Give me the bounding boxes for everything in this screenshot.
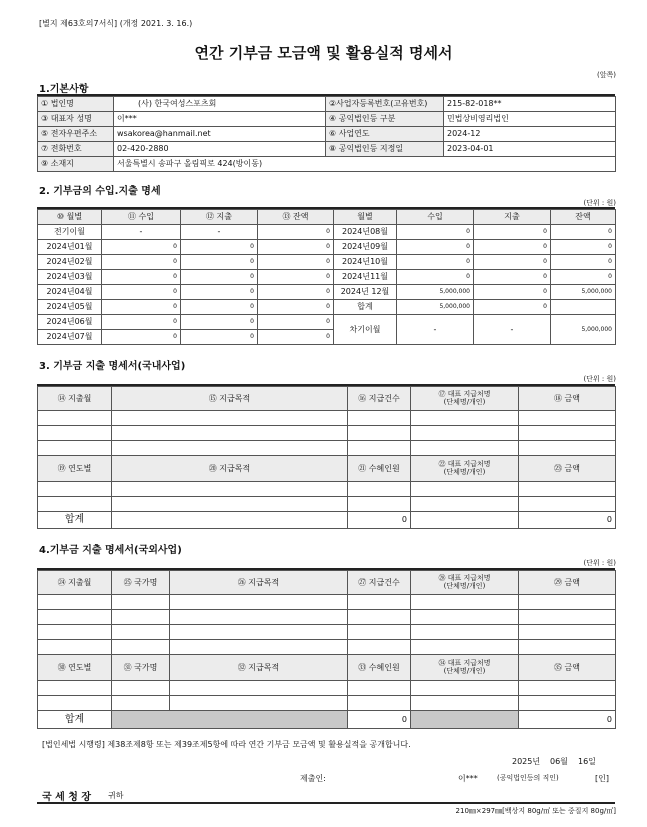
month-cell: 2024년10월	[334, 255, 397, 270]
carry-income: -	[397, 315, 474, 345]
income-cell: 0	[397, 270, 474, 285]
month-cell: 2024년03월	[38, 270, 102, 285]
balance-cell: 0	[258, 270, 334, 285]
basic-row	[38, 112, 616, 127]
expense-cell: 0	[474, 285, 551, 300]
month-cell: 2024년04월	[38, 285, 102, 300]
date-month: 06월	[550, 757, 568, 766]
header-recipient-line1: ㉘ 대표 지급처명	[438, 573, 491, 582]
expense-cell: 0	[181, 270, 258, 285]
section2-heading: 2. 기부금의 수입.지출 명세	[39, 186, 161, 197]
header-recipient-line2: (단체명/개인)	[443, 666, 486, 675]
table-row	[38, 225, 616, 240]
month-cell: 2024년01월	[38, 240, 102, 255]
submitter-name: 이***	[458, 774, 478, 783]
expense-cell: 0	[181, 255, 258, 270]
expense-cell: 0	[181, 240, 258, 255]
header-amount: ㉙ 금액	[519, 571, 616, 595]
header-expense: ⑫ 지출	[181, 210, 258, 225]
expense-cell: 0	[474, 240, 551, 255]
corp-type-value: 민법상비영리법인	[444, 112, 616, 127]
basic-row	[38, 157, 616, 172]
table-row	[38, 640, 616, 655]
carry-balance: 5,000,000	[551, 315, 616, 345]
overseas-expense-table	[37, 570, 616, 729]
basic-row	[38, 127, 616, 142]
total-label: 합계	[38, 711, 112, 729]
balance-cell: 0	[258, 285, 334, 300]
table-row	[38, 696, 616, 711]
expense-cell: 0	[474, 270, 551, 285]
table-row	[38, 240, 616, 255]
addressee: 국 세 청 장	[42, 792, 92, 803]
month-cell: 2024년02월	[38, 255, 102, 270]
address-value: 서울특별시 송파구 올림픽로 424(방이동)	[114, 157, 616, 172]
header-recipient-line2: (단체명/개인)	[443, 397, 486, 406]
rep-name-value: 이***	[114, 112, 326, 127]
header-amount: ㉟ 금액	[519, 655, 616, 681]
unit-label: (단위 : 원)	[583, 199, 616, 207]
unit-label: (단위 : 원)	[583, 559, 616, 567]
biz-number-value: 215-82-018**	[444, 97, 616, 112]
total-count: 0	[348, 512, 411, 529]
month-cell: 2024년07월	[38, 330, 102, 345]
page-title: 연간 기부금 모금액 및 활용실적 명세서	[194, 44, 453, 62]
table-row	[38, 315, 616, 330]
balance-cell: 0	[258, 315, 334, 330]
table-header	[38, 571, 616, 595]
expense-cell: 0	[181, 285, 258, 300]
header-country: ㉛ 국가명	[112, 655, 170, 681]
header-purpose: ⑳ 지급목적	[112, 456, 348, 482]
income-cell: 0	[102, 330, 181, 345]
balance-cell: 0	[551, 270, 616, 285]
expense-cell: 0	[181, 300, 258, 315]
table-row	[38, 497, 616, 512]
month-cell: 2024년06월	[38, 315, 102, 330]
balance-cell: 0	[258, 255, 334, 270]
month-cell: 2024년05월	[38, 300, 102, 315]
header-recipient	[411, 456, 519, 482]
paper-spec: 210㎜×297㎜[백상지 80g/㎡ 또는 중질지 80g/㎡]	[455, 807, 616, 815]
submitter-note: (공익법인등의 직인)	[497, 774, 559, 782]
expense-cell: -	[181, 225, 258, 240]
table-row	[38, 595, 616, 610]
income-cell: 0	[102, 315, 181, 330]
header-recipient-line2: (단체명/개인)	[443, 467, 486, 476]
total-count: 0	[348, 711, 411, 729]
table-header	[38, 387, 616, 411]
expense-cell: 0	[474, 255, 551, 270]
basic-row	[38, 97, 616, 112]
income-cell: -	[102, 225, 181, 240]
front-label: (앞쪽)	[597, 71, 616, 79]
table-row	[38, 270, 616, 285]
header-recipient-line2: (단체명/개인)	[443, 581, 486, 590]
header-income-2: 수입	[397, 210, 474, 225]
header-recipient-line1: ㉒ 대표 지급처명	[438, 459, 491, 468]
basic-row	[38, 142, 616, 157]
domestic-expense-table	[37, 386, 616, 529]
phone-label: ⑦ 전화번호	[38, 142, 114, 157]
header-month: ⑩ 월별	[38, 210, 102, 225]
balance-cell: 0	[258, 300, 334, 315]
header-recipient	[411, 655, 519, 681]
total-row	[38, 512, 616, 529]
expense-cell: 0	[474, 300, 551, 315]
header-count: ㉗ 지급건수	[348, 571, 411, 595]
designation-date-label: ⑧ 공익법인등 지정일	[326, 142, 444, 157]
table-row	[38, 610, 616, 625]
month-cell: 2024년11월	[334, 270, 397, 285]
total-row	[38, 711, 616, 729]
total-amount: 0	[519, 512, 616, 529]
fiscal-year-label: ⑥ 사업연도	[326, 127, 444, 142]
table-header	[38, 210, 616, 225]
balance-cell: 5,000,000	[551, 285, 616, 300]
balance-cell: 0	[551, 255, 616, 270]
month-cell: 2024년08월	[334, 225, 397, 240]
address-label: ⑨ 소재지	[38, 157, 114, 172]
honorific: 귀하	[108, 791, 124, 800]
header-beneficiaries: ㉑ 수혜인원	[348, 456, 411, 482]
header-month-2: 월별	[334, 210, 397, 225]
corp-name-value: (사) 한국여성스포츠회	[114, 97, 326, 112]
header-recipient-line1: ㉞ 대표 지급처명	[438, 658, 491, 667]
section1-heading: 1.기본사항	[39, 84, 89, 95]
month-cell: 전기이월	[38, 225, 102, 240]
income-cell: 5,000,000	[397, 300, 474, 315]
date-day: 16일	[578, 757, 596, 766]
table-header	[38, 655, 616, 681]
header-amount: ㉓ 금액	[519, 456, 616, 482]
header-country: ㉕ 국가명	[112, 571, 170, 595]
header-income: ⑪ 수입	[102, 210, 181, 225]
seal-label: [인]	[595, 774, 609, 783]
form-id: [별지 제63호의7서식] (개정 2021. 3. 16.)	[39, 19, 193, 28]
total-label: 합계	[334, 300, 397, 315]
balance-cell: 0	[258, 330, 334, 345]
table-header	[38, 456, 616, 482]
total-label: 합계	[38, 512, 112, 529]
month-cell: 2024년09월	[334, 240, 397, 255]
table-row	[38, 285, 616, 300]
income-cell: 0	[102, 270, 181, 285]
income-cell: 0	[102, 300, 181, 315]
section4-heading: 4.기부금 지출 명세서(국외사업)	[39, 545, 182, 556]
table-row	[38, 426, 616, 441]
header-recipient	[411, 571, 519, 595]
table-row	[38, 482, 616, 497]
income-cell: 0	[397, 240, 474, 255]
balance-cell: 0	[258, 225, 334, 240]
date-year: 2025년	[512, 757, 541, 766]
header-year: ⑲ 연도별	[38, 456, 112, 482]
header-purpose: ㉖ 지급목적	[170, 571, 348, 595]
balance-cell: 0	[258, 240, 334, 255]
expense-cell: 0	[181, 315, 258, 330]
header-year: ㉚ 연도별	[38, 655, 112, 681]
income-expense-table	[37, 209, 616, 345]
table-row	[38, 255, 616, 270]
income-cell: 0	[102, 255, 181, 270]
header-purpose: ㉜ 지급목적	[170, 655, 348, 681]
expense-cell: 0	[474, 225, 551, 240]
unit-label: (단위 : 원)	[583, 375, 616, 383]
balance-cell: 0	[551, 240, 616, 255]
balance-cell	[551, 300, 616, 315]
income-cell: 0	[397, 255, 474, 270]
table-row	[38, 441, 616, 456]
submitter-label: 제출인:	[300, 774, 326, 783]
rep-name-label: ③ 대표자 성명	[38, 112, 114, 127]
email-label: ⑤ 전자우편주소	[38, 127, 114, 142]
law-statement: [법인세법 시행령] 제38조제8항 또는 제39조제5항에 따라 연간 기부금 모금액 및 활용실적을 공개합니다.	[42, 740, 411, 749]
header-count: ⑯ 지급건수	[348, 387, 411, 411]
corp-name-label: ① 법인명	[38, 97, 114, 112]
income-cell: 0	[102, 285, 181, 300]
biz-number-label: ②사업자등록번호(고유번호)	[326, 97, 444, 112]
header-recipient-line1: ⑰ 대표 지급처명	[438, 389, 491, 398]
phone-value: 02-420-2880	[114, 142, 326, 157]
header-amount: ⑱ 금액	[519, 387, 616, 411]
table-row	[38, 411, 616, 426]
header-beneficiaries: ㉝ 수혜인원	[348, 655, 411, 681]
income-cell: 0	[102, 240, 181, 255]
table-row	[38, 625, 616, 640]
month-cell: 2024년 12월	[334, 285, 397, 300]
balance-cell: 0	[551, 225, 616, 240]
basic-info-table	[37, 96, 616, 172]
income-cell: 0	[397, 225, 474, 240]
fiscal-year-value: 2024-12	[444, 127, 616, 142]
email-value: wsakorea@hanmail.net	[114, 127, 326, 142]
carry-expense: -	[474, 315, 551, 345]
table-row	[38, 681, 616, 696]
expense-cell: 0	[181, 330, 258, 345]
income-cell: 5,000,000	[397, 285, 474, 300]
carry-forward-label: 차기이월	[334, 315, 397, 345]
header-recipient	[411, 387, 519, 411]
section3-heading: 3. 기부금 지출 명세서(국내사업)	[39, 361, 186, 372]
total-amount: 0	[519, 711, 616, 729]
header-month: ㉔ 지출월	[38, 571, 112, 595]
header-month: ⑭ 지출월	[38, 387, 112, 411]
header-purpose: ⑮ 지급목적	[112, 387, 348, 411]
header-balance: ⑬ 잔액	[258, 210, 334, 225]
header-balance-2: 잔액	[551, 210, 616, 225]
corp-type-label: ④ 공익법인등 구분	[326, 112, 444, 127]
table-row	[38, 300, 616, 315]
header-expense-2: 지출	[474, 210, 551, 225]
designation-date-value: 2023-04-01	[444, 142, 616, 157]
